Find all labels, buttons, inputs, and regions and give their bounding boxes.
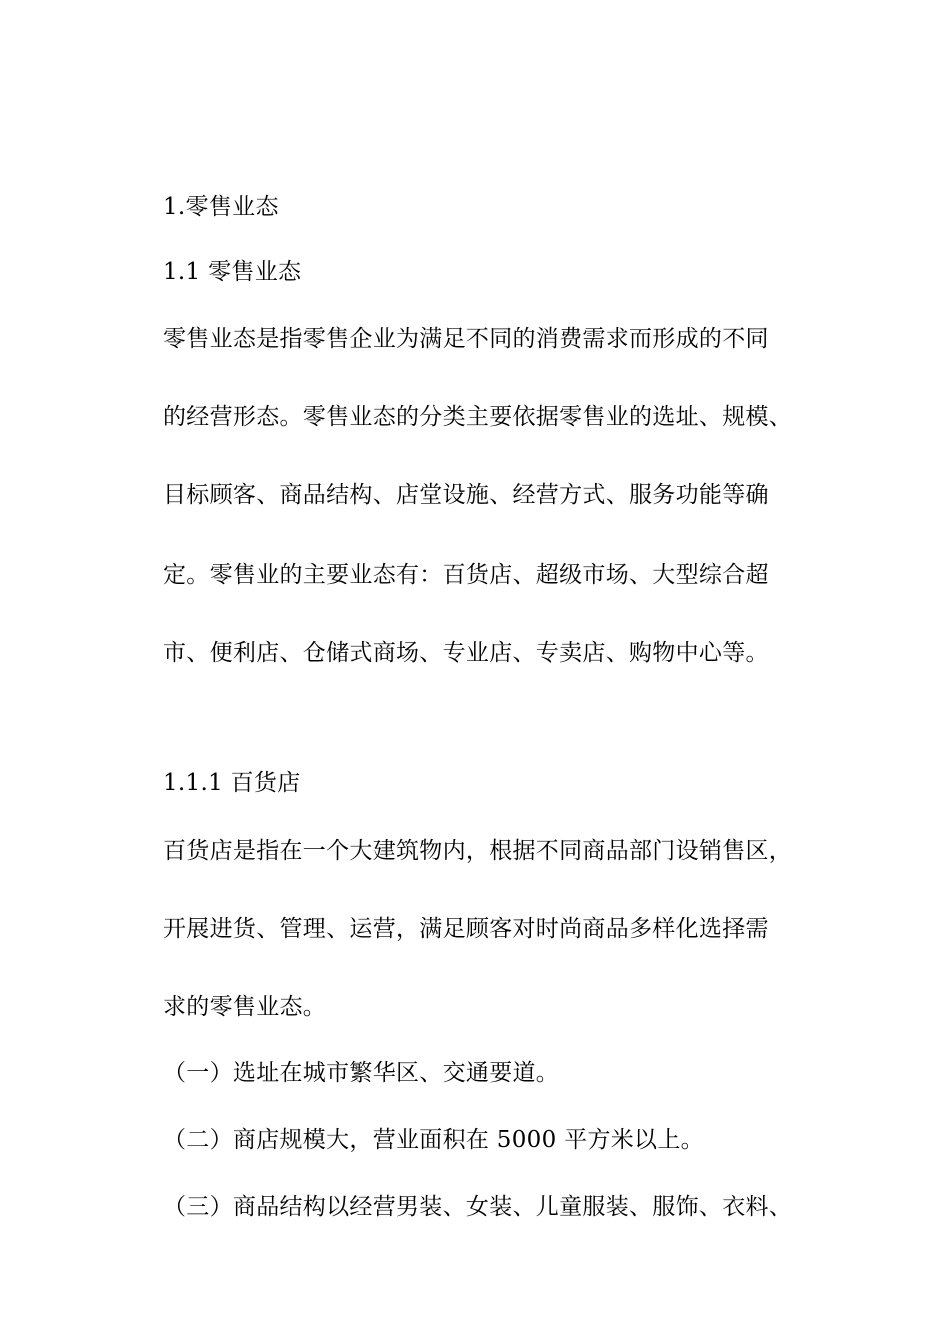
paragraph-line: 的经营形态。零售业态的分类主要依据零售业的选址、规模、 bbox=[163, 404, 793, 430]
heading-level-3: 1.1.1 百货店 bbox=[163, 770, 301, 796]
paragraph-line: 市、便利店、仓储式商场、专业店、专卖店、购物中心等。 bbox=[163, 640, 769, 666]
paragraph-line: 定。零售业的主要业态有：百货店、超级市场、大型综合超 bbox=[163, 562, 769, 588]
list-item: （二）商店规模大，营业面积在 5000 平方米以上。 bbox=[163, 1127, 704, 1153]
list-item: （三）商品结构以经营男装、女装、儿童服装、服饰、衣料、 bbox=[163, 1194, 793, 1220]
list-item: （一）选址在城市繁华区、交通要道。 bbox=[163, 1060, 560, 1086]
heading-level-2: 1.1 零售业态 bbox=[163, 259, 302, 285]
paragraph-line: 百货店是指在一个大建筑物内，根据不同商品部门设销售区， bbox=[163, 838, 793, 864]
heading-level-1: 1.零售业态 bbox=[163, 194, 279, 220]
paragraph-line: 开展进货、管理、运营，满足顾客对时尚商品多样化选择需 bbox=[163, 916, 769, 942]
paragraph-line: 目标顾客、商品结构、店堂设施、经营方式、服务功能等确 bbox=[163, 482, 769, 508]
paragraph-line: 零售业态是指零售企业为满足不同的消费需求而形成的不同 bbox=[163, 326, 769, 352]
paragraph-line: 求的零售业态。 bbox=[163, 994, 327, 1020]
